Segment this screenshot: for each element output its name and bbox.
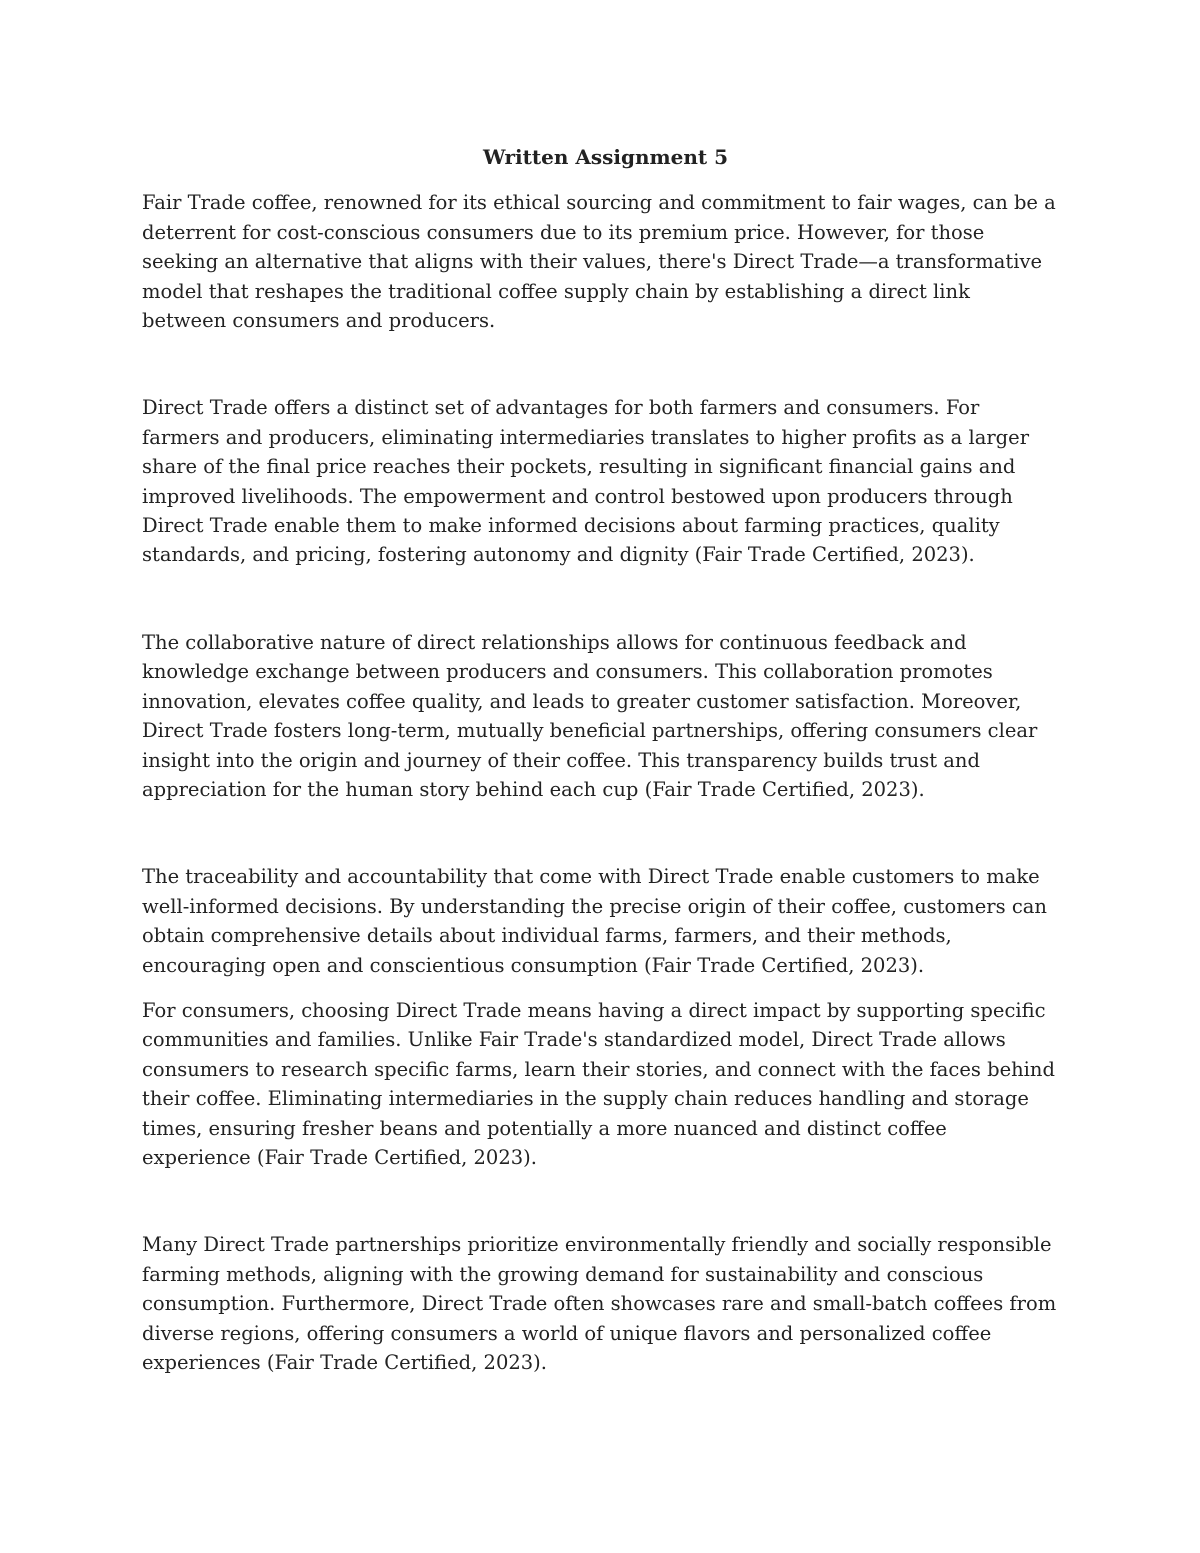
paragraph-collaboration: The collaborative nature of direct relationships allows for continuous feedback and knowledge exchange between producers and consumers. This collaboration promotes innovation, elevates coffee quality, and leads to greater customer satisfaction. Moreover, Direct Trade fosters long-term, mutually beneficial partnerships, offering consumers clear insight into the origin and journey of their coffee. This transparency builds trust and appreciation for the human story behind each cup (Fair Trade Certified, 2023). [142,630,1038,801]
paragraph-advantages: Direct Trade offers a distinct set of advantages for both farmers and consumers. For farmers and producers, eliminating intermediaries translates to higher profits as a larger share of the final price reaches their pockets, resulting in significant financial gains and improved livelihoods. The empowerment and control bestowed upon producers through Direct Trade enable them to make informed decisions about farming practices, quality standards, and pricing, fostering autonomy and dignity (Fair Trade Certified, 2023). [142,396,1030,567]
paragraph-traceability: The traceability and accountability that come with Direct Trade enable customers to make well-informed decisions. By understanding the precise origin of their coffee, customers can obtain comprehensive details about individual farms, farmers, and their methods, encouraging open and conscientious consumption (Fair Trade Certified, 2023). [142,865,1047,977]
paragraph-sustainability: Many Direct Trade partnerships prioritize environmentally friendly and socially responsible farming methods, aligning with the growing demand for sustainability and conscious consumption. Furthermore, Direct Trade often showcases rare and small-batch coffees from diverse regions, offering consumers a world of unique flavors and personalized coffee experiences (Fair Trade Certified, 2023). [142,1233,1057,1374]
paragraph-consumers: For consumers, choosing Direct Trade means having a direct impact by supporting specific communities and families. Unlike Fair Trade's standardized model, Direct Trade allows consumers to research specific farms, learn their stories, and connect with the faces behind their coffee. Eliminating intermediaries in the supply chain reduces handling and storage times, ensuring fresher beans and potentially a more nuanced and distinct coffee experience (Fair Trade Certified, 2023). [142,998,1055,1169]
paragraph-intro: Fair Trade coffee, renowned for its ethical sourcing and commitment to fair wages, can be a deterrent for cost-conscious consumers due to its premium price. However, for those seeking an alternative that aligns with their values, there's Direct Trade—a transformative model that reshapes the traditional coffee supply chain by establishing a direct link between consumers and producers. [142,191,1056,333]
document-body [142,143,1057,1377]
document-title: Written Assignment 5 [482,145,729,169]
